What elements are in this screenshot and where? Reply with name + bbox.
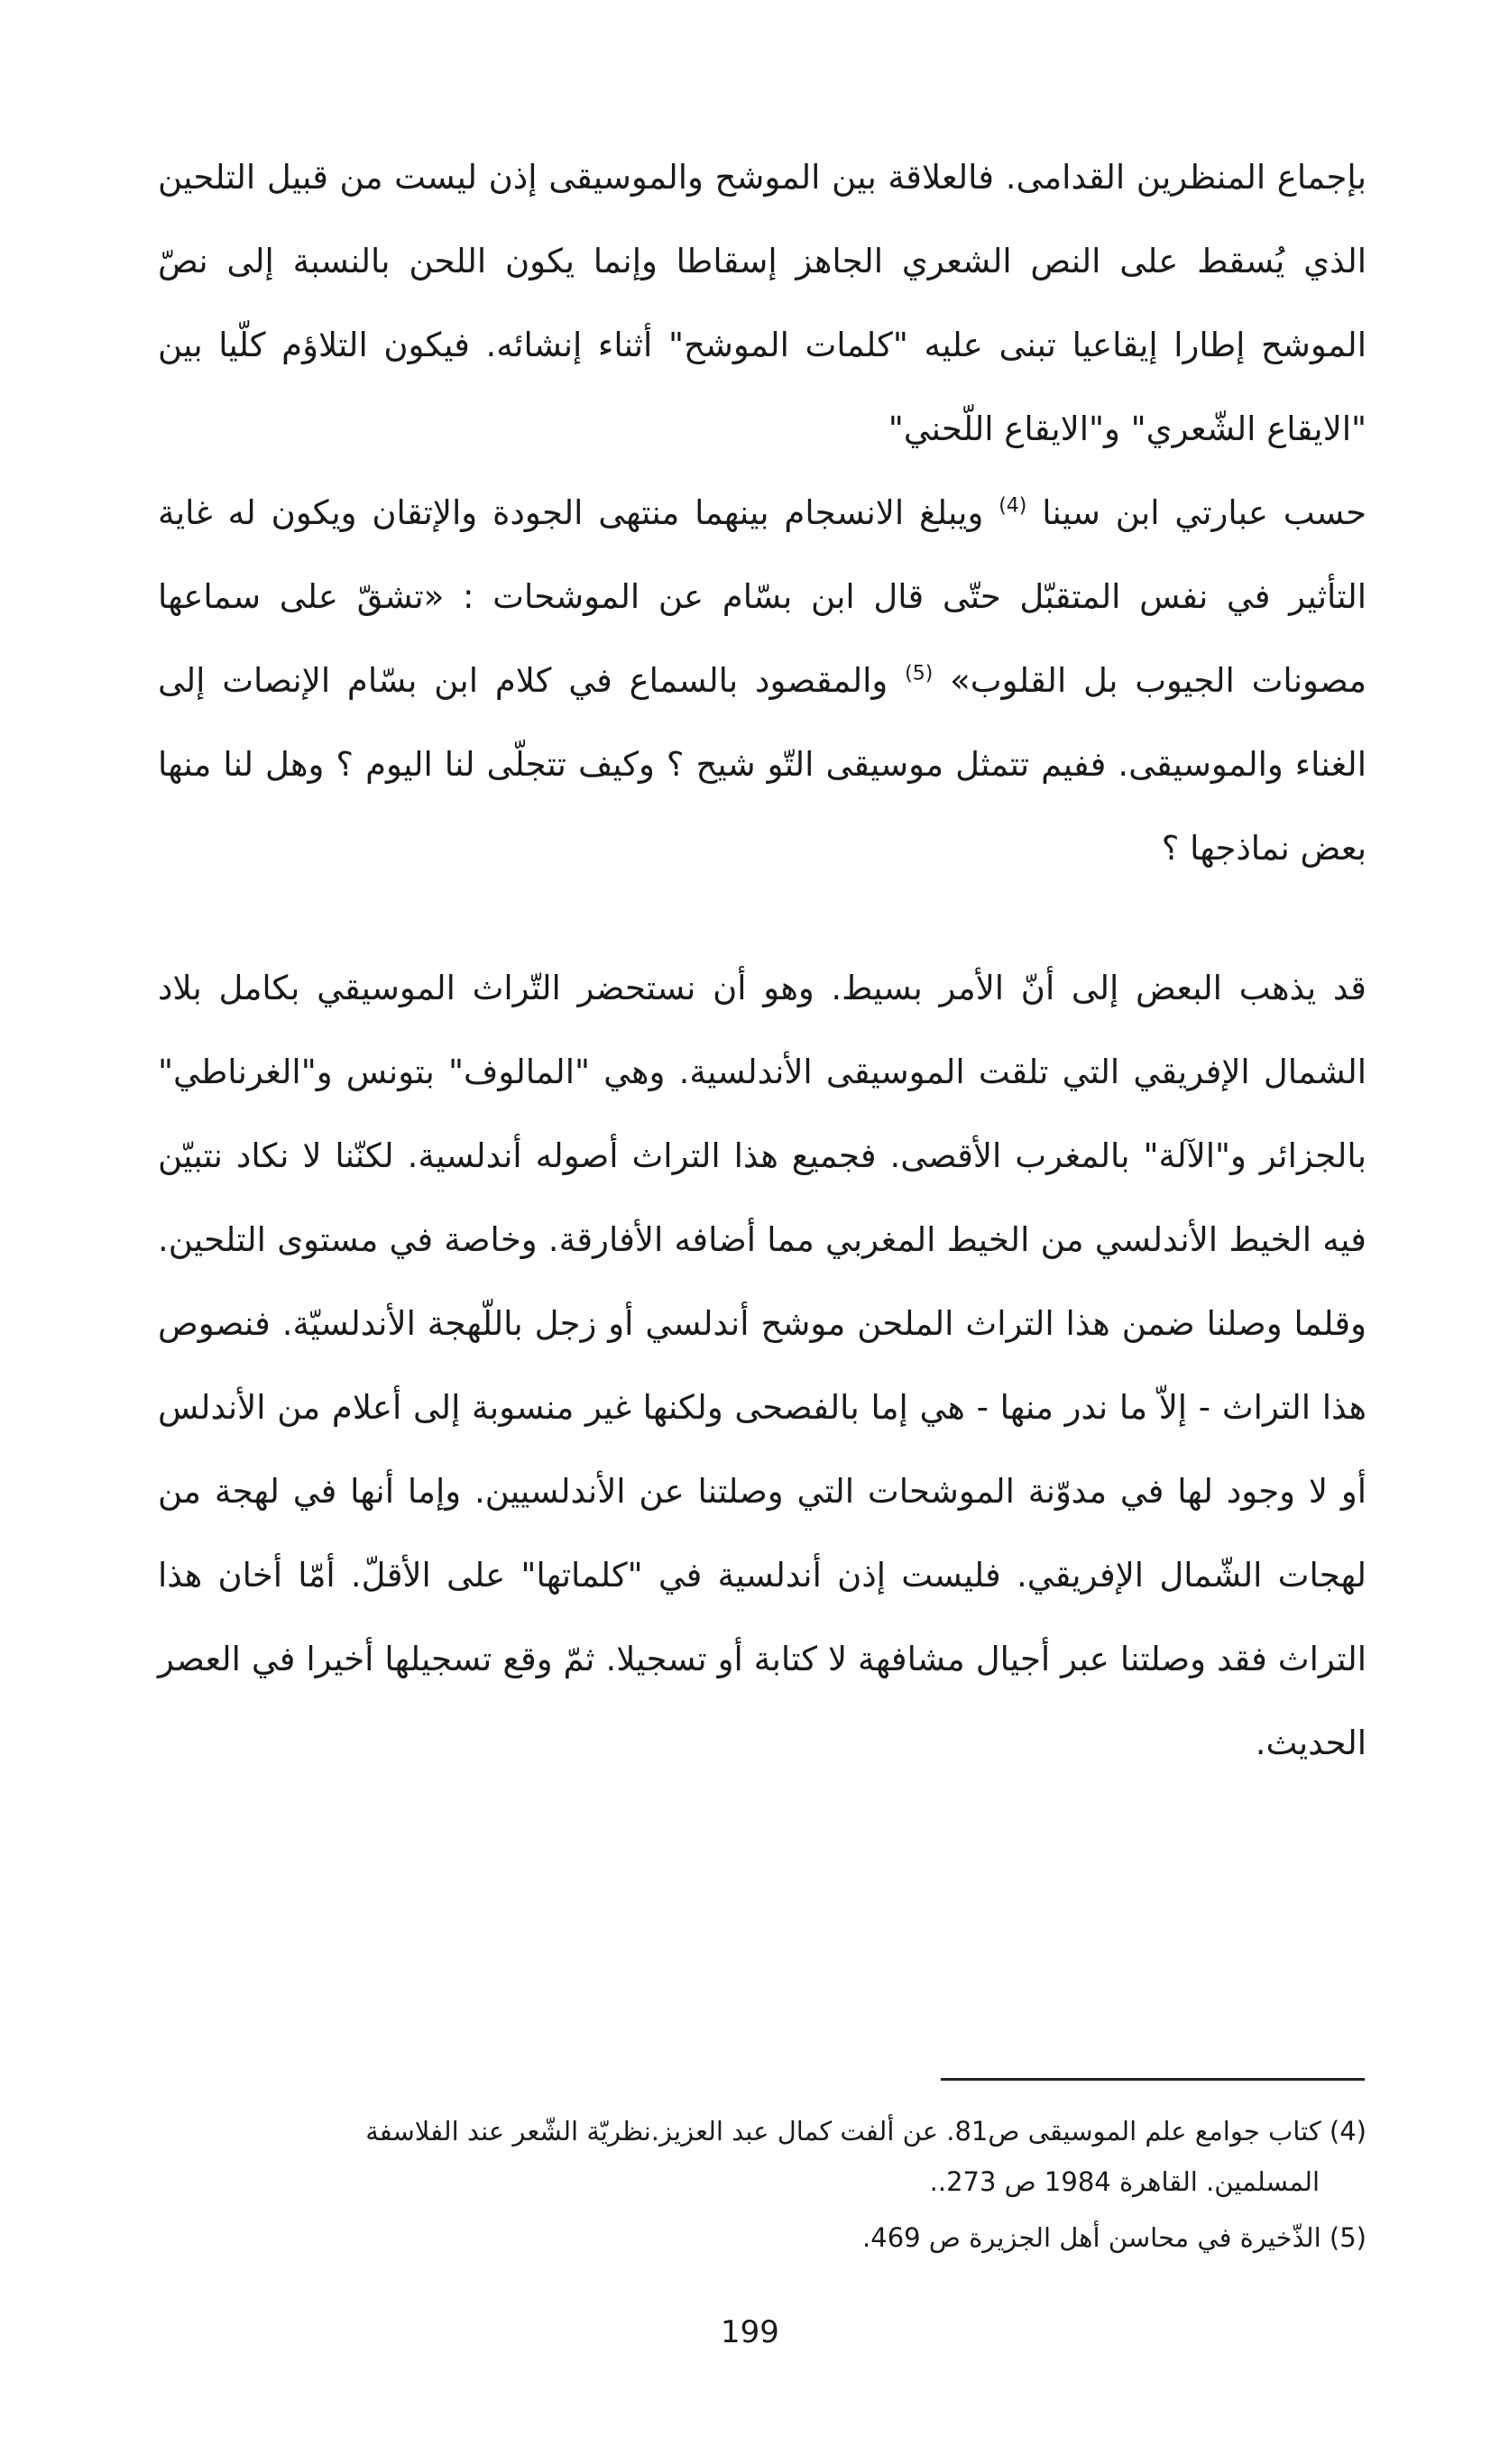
- footnote-ref-5: (5): [905, 662, 934, 685]
- paragraph-2-part-3: والمقصود بالسماع في كلام ابن بسّام الإنصات إلى الغناء والموسيقى. ففيم تتمثل موسيقى التّو شيح ؟ وكيف تتجلّى لنا اليوم ؟ وهل لنا منها بعض نماذجها ؟: [158, 661, 1367, 868]
- paragraph-1-text: بإجماع المنظرين القدامى. فالعلاقة بين الموشح والموسيقى إذن ليست من قبيل التلحين الذي يُسقط على النص الشعري الجاهز إسقاطا وإنما يكون اللحن بالنسبة إلى نصّ الموشح إطارا إيقاعيا تبنى عليه "كلمات الموشح" أثناء إنشائه. فيكون التلاؤم كلّيا بين "الايقاع الشّعري" و"الايقاع اللّحني": [158, 158, 1367, 448]
- footnote-ref-4: (4): [998, 494, 1027, 518]
- footnote-4-line-2: المسلمين. القاهرة 1984 ص 273..: [929, 2166, 1320, 2197]
- paragraph-1: [158, 135, 1367, 471]
- paragraph-3-text: قد يذهب البعض إلى أنّ الأمر بسيط. وهو أن نستحضر التّراث الموسيقي بكامل بلاد الشمال الإفريقي التي تلقت الموسيقى الأندلسية. وهي "المالوف" بتونس و"الغرناطي" بالجزائر و"الآلة" بالمغرب الأقصى. فجميع هذا التراث أصوله أندلسية. لكنّنا لا نكاد نتبيّن فيه الخيط الأندلسي من الخيط المغربي مما أضافه الأفارقة. وخاصة في مستوى التلحين. وقلما وصلنا ضمن هذا التراث الملحن موشح أندلسي أو زجل باللّهجة الأندلسيّة. فنصوص هذا التراث - إلاّ ما ندر منها - هي إما بالفصحى ولكنها غير منسوبة إلى أعلام من الأندلس أو لا وجود لها في مدوّنة الموشحات التي وصلتنا عن الأندلسيين. وإما أنها في لهجة من لهجات الشّمال الإفريقي. فليست إذن أندلسية في "كلماتها" على الأقلّ. أمّا أخان هذا التراث فقد وصلتنا عبر أجيال مشافهة لا كتابة أو تسجيلا. ثمّ وقع تسجيلها أخيرا في العصر الحديث.: [158, 969, 1367, 1762]
- footnote-divider: [941, 2078, 1365, 2081]
- footnote-5: (5) الذّخيرة في محاسن أهل الجزيرة ص 469.: [862, 2222, 1367, 2253]
- paragraph-2-part-2: ويبلغ الانسجام بينهما منتهى الجودة والإتقان ويكون له غاية التأثير في نفس المتقبّل حتّى قال ابن بسّام عن الموشحات : «تشقّ على سماعها مصونات الجيوب بل القلوب»: [158, 493, 1367, 700]
- footnotes: [158, 2106, 1367, 2263]
- paragraph-2: [158, 471, 1367, 890]
- page-body: [158, 135, 1367, 1785]
- page-number: 199: [721, 2314, 779, 2350]
- paragraph-2-text: [158, 471, 1367, 890]
- paragraph-3: [158, 946, 1367, 1785]
- footnote-4-line-1: (4) كتاب جوامع علم الموسيقى ص81. عن ألفت كمال عبد العزيز.نظريّة الشّعر عند الفلاسفة: [365, 2116, 1367, 2147]
- paragraph-2-part-1: حسب عبارتي ابن سينا: [1042, 493, 1367, 532]
